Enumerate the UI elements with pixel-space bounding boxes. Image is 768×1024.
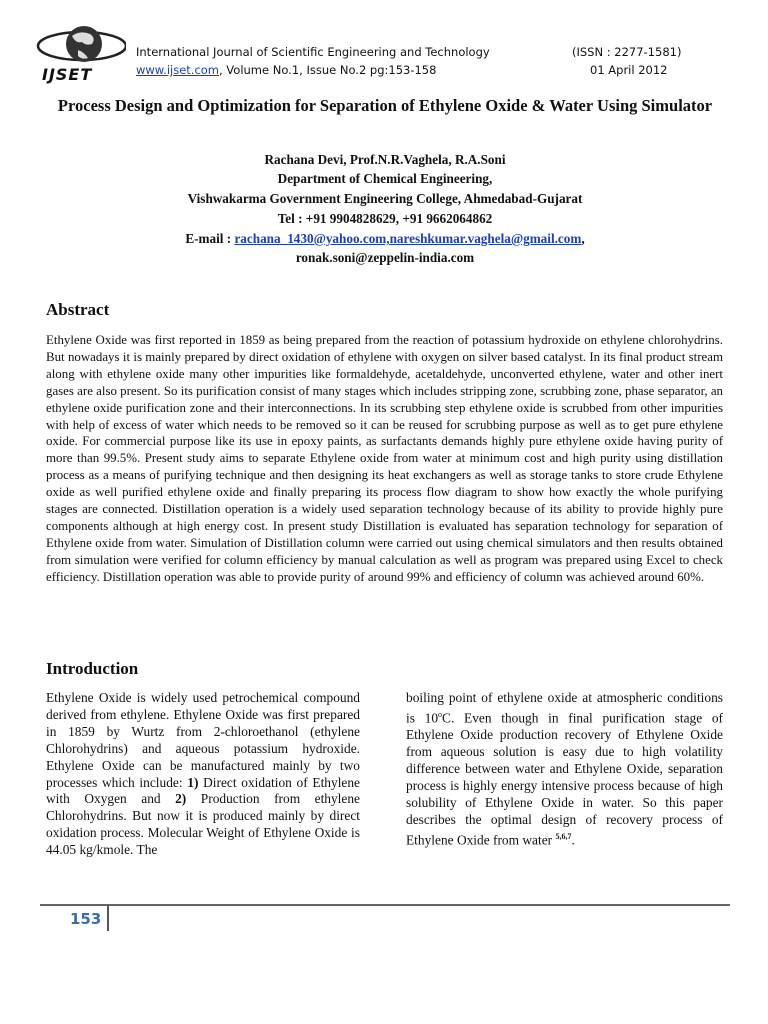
intro-right-text-1: boiling point of ethylene oxide at atmospheric conditions is 10 — [406, 690, 723, 726]
email-comma: , — [581, 231, 585, 246]
author-names: Rachana Devi, Prof.N.R.Vaghela, R.A.Soni — [264, 152, 506, 167]
degree-superscript: o — [438, 709, 443, 719]
volume-issue: , Volume No.1, Issue No.2 pg:153-158 — [219, 63, 437, 77]
introduction-heading: Introduction — [46, 659, 139, 678]
intro-left-text-1: Ethylene Oxide is widely used petrochemical compound derived from ethylene. Ethylene Oxide was first prepared in 1859 by Wurtz from 2-chloroethanol (ethylene Chlorohydrins) and aqueous potassium hydroxide. Ethylene Oxide can be manufactured mainly by two processes which include: — [46, 690, 360, 790]
footer-rule — [40, 904, 730, 906]
intro-right-text-2: C. Even though in final purification stage of Ethylene Oxide production recovery of Ethylene Oxide from aqueous solution is easy due to high volatility difference between water and Ethylene Oxide, separation process is highly energy intensive process because of high solubility of Ethylene Oxide in water. So this paper describes the optimal design of recovery process of Ethylene Oxide from water — [406, 710, 724, 848]
college: Vishwakarma Government Engineering College, Ahmedabad-Gujarat — [187, 191, 583, 206]
email-line — [40, 229, 730, 249]
intro-right-end: . — [571, 832, 575, 848]
email-label: E-mail : — [185, 231, 235, 246]
intro-column-left — [46, 690, 360, 859]
publication-date: 01 April 2012 — [590, 63, 668, 77]
page-number-divider — [107, 905, 109, 931]
department: Department of Chemical Engineering, — [277, 171, 493, 186]
email-links[interactable]: rachana_1430@yahoo.com,nareshkumar.vaghela@gmail.com — [234, 231, 582, 246]
intro-column-right — [406, 690, 723, 849]
issn: (ISSN : 2277-1581) — [572, 45, 682, 59]
website-link[interactable]: www.ijset.com — [136, 63, 219, 77]
abstract-heading: Abstract — [46, 300, 110, 319]
ijset-logo — [34, 22, 126, 88]
abstract-text: Ethylene Oxide was first reported in 1859 as being prepared from the reaction of potassium hydroxide on ethylene chlorohydrins. But nowadays it is mainly prepared by direct oxidation of ethylene with oxygen on silver based catalyst. In its final product stream along with ethylene oxide many other impurities like formaldehyde, acetaldehyde, unconverted ethylene, water and other inert gases are also present. So its purification consist of many stages which includes stripping zone, scrubbing zone, phase separator, an ethylene oxide purification zone and their interconnections. In its scrubbing step ethylene oxide is scrubbed from other impurities with help of excess of water which needs to be removed so it can be reused for scrubbing purpose as well as to get pure ethylene oxide. For commercial purpose like its use in epoxy paints, as surfactants demands highly pure ethylene oxide having purity of more than 99.5%. Present study aims to separate Ethylene oxide from water at minimum cost and high purity using distillation process as a means of purifying technique and then designing its heat exchangers as well as storage tanks to store crude Ethylene oxide as well purified ethylene oxide and finally preparing its process flow diagram to show how exactly the whole purifying stages are connected. Distillation operation is a widely used separation technology because of its ability to provide highly pure components although at high energy cost. In present study Distillation is evaluated has separation technology for separation of Ethylene oxide from water. Simulation of Distillation column were carried out using chemical simulators and then results obtained from simulation were verified for column efficiency by manual calculation as well as program was prepared using Excel to check efficiency. Distillation operation was able to provide purity of around 99% and efficiency of column was achieved around 60%. — [46, 333, 723, 584]
paper-title: Process Design and Optimization for Separation of Ethylene Oxide & Water Using Simulator — [57, 96, 713, 115]
intro-left-text-2: Direct oxidation of Ethylene with Oxygen and — [46, 774, 360, 807]
journal-volume-line — [136, 63, 436, 77]
reference-superscript: 5,6,7 — [555, 831, 572, 841]
telephone: Tel : +91 9904828629, +91 9662064862 — [277, 211, 493, 226]
email-secondary: ronak.soni@zeppelin-india.com — [295, 250, 475, 265]
intro-left-bold-1: 1) — [187, 774, 199, 790]
journal-name: International Journal of Scientific Engineering and Technology — [136, 45, 490, 59]
intro-left-bold-2: 2) — [175, 791, 187, 807]
logo-text: IJSET — [42, 65, 93, 84]
page-number: 153 — [70, 910, 102, 928]
intro-left-text-3: Production from ethylene Chlorohydrins. But now it is produced mainly by direct oxidation process. Molecular Weight of Ethylene Oxide is 44.05 kg/kmole. The — [46, 791, 360, 858]
